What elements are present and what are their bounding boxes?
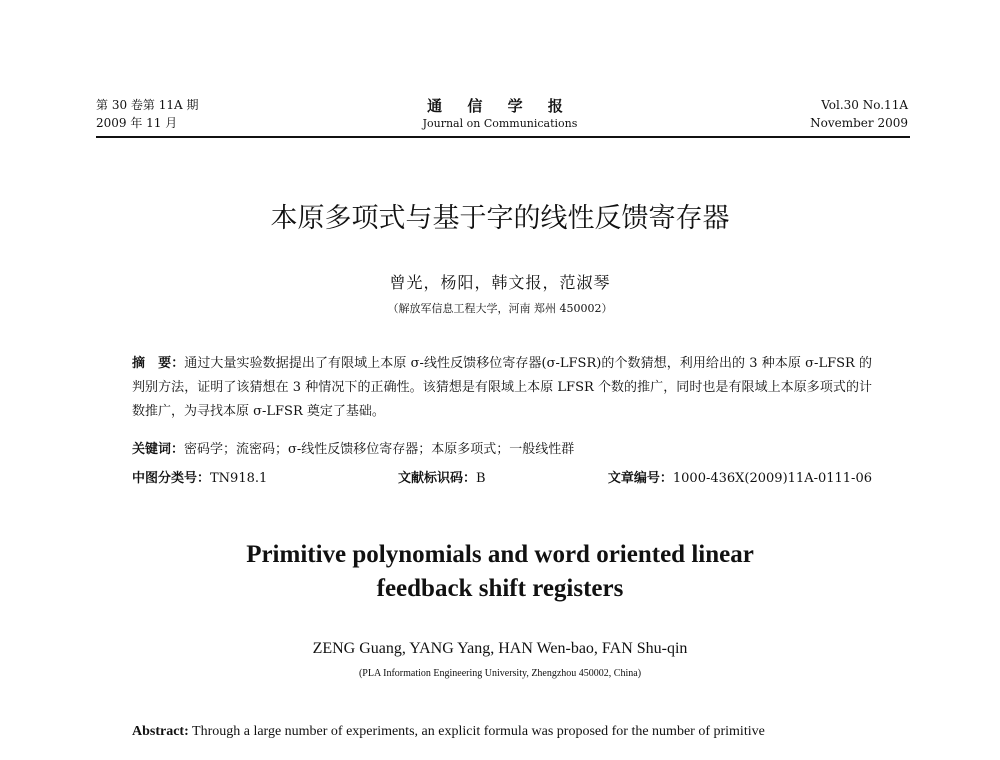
abstract-en-text: Through a large number of experiments, an explicit formula was proposed for the number of primitive: [192, 724, 765, 739]
abstract-cn: [132, 352, 872, 424]
date-line-en: November 2009: [810, 116, 908, 130]
doc-code-value: B: [476, 471, 486, 486]
date-line-cn: 2009 年 11 月: [96, 116, 178, 130]
clc-label: 中图分类号：: [132, 471, 211, 486]
title-en-line2: feedback shift registers: [376, 575, 624, 602]
keywords-cn-label: 关键词：: [132, 442, 185, 457]
clc-number: [132, 468, 267, 490]
volume-line-en: Vol.30 No.11A: [821, 98, 908, 112]
keywords-cn-text: 密码学；流密码；σ-线性反馈移位寄存器；本原多项式；一般线性群: [184, 442, 575, 457]
keywords-cn: [132, 438, 872, 462]
doc-code-label: 文献标识码：: [398, 471, 477, 486]
affiliation-cn: （解放军信息工程大学，河南 郑州 450002）: [387, 302, 613, 315]
journal-name-en: Journal on Communications: [422, 117, 578, 130]
header-rule: [96, 136, 910, 138]
authors-cn: 曾光，杨阳，韩文报，范淑琴: [389, 273, 611, 292]
document-code: [398, 468, 486, 490]
abstract-en-label: Abstract:: [132, 724, 189, 739]
abstract-en: [132, 720, 872, 744]
authors-en: ZENG Guang, YANG Yang, HAN Wen-bao, FAN Shu-qin: [312, 640, 688, 657]
volume-issue-en: [810, 96, 908, 132]
article-number-value: 1000-436X(2009)11A-0111-06: [672, 471, 872, 486]
article-number: [608, 468, 872, 490]
title-en-line1: Primitive polynomials and word oriented linear: [246, 541, 754, 568]
volume-line: 第 30 卷第 11A 期: [96, 98, 199, 112]
article-number-label: 文章编号：: [607, 471, 673, 486]
journal-name-cn: 通 信 学 报: [427, 97, 573, 115]
abstract-cn-text: 通过大量实验数据提出了有限域上本原 σ-线性反馈移位寄存器(σ-LFSR)的个数猜想，利用给出的 3 种本原 σ-LFSR 的判别方法，证明了该猜想在 3 种情况下的正确性。该猜想是有限域上本原 LFSR 个数的推广，同时也是有限域上本原多项式的计数推广，为寻找本原 σ-LFSR 奠定了基础。: [132, 356, 872, 419]
clc-value: TN918.1: [210, 471, 268, 486]
title-en: [0, 538, 1000, 606]
title-cn: 本原多项式与基于字的线性反馈寄存器: [270, 203, 730, 234]
abstract-cn-label: 摘 要：: [132, 356, 185, 371]
affiliation-en: (PLA Information Engineering University, Zhengzhou 450002, China): [358, 668, 642, 679]
